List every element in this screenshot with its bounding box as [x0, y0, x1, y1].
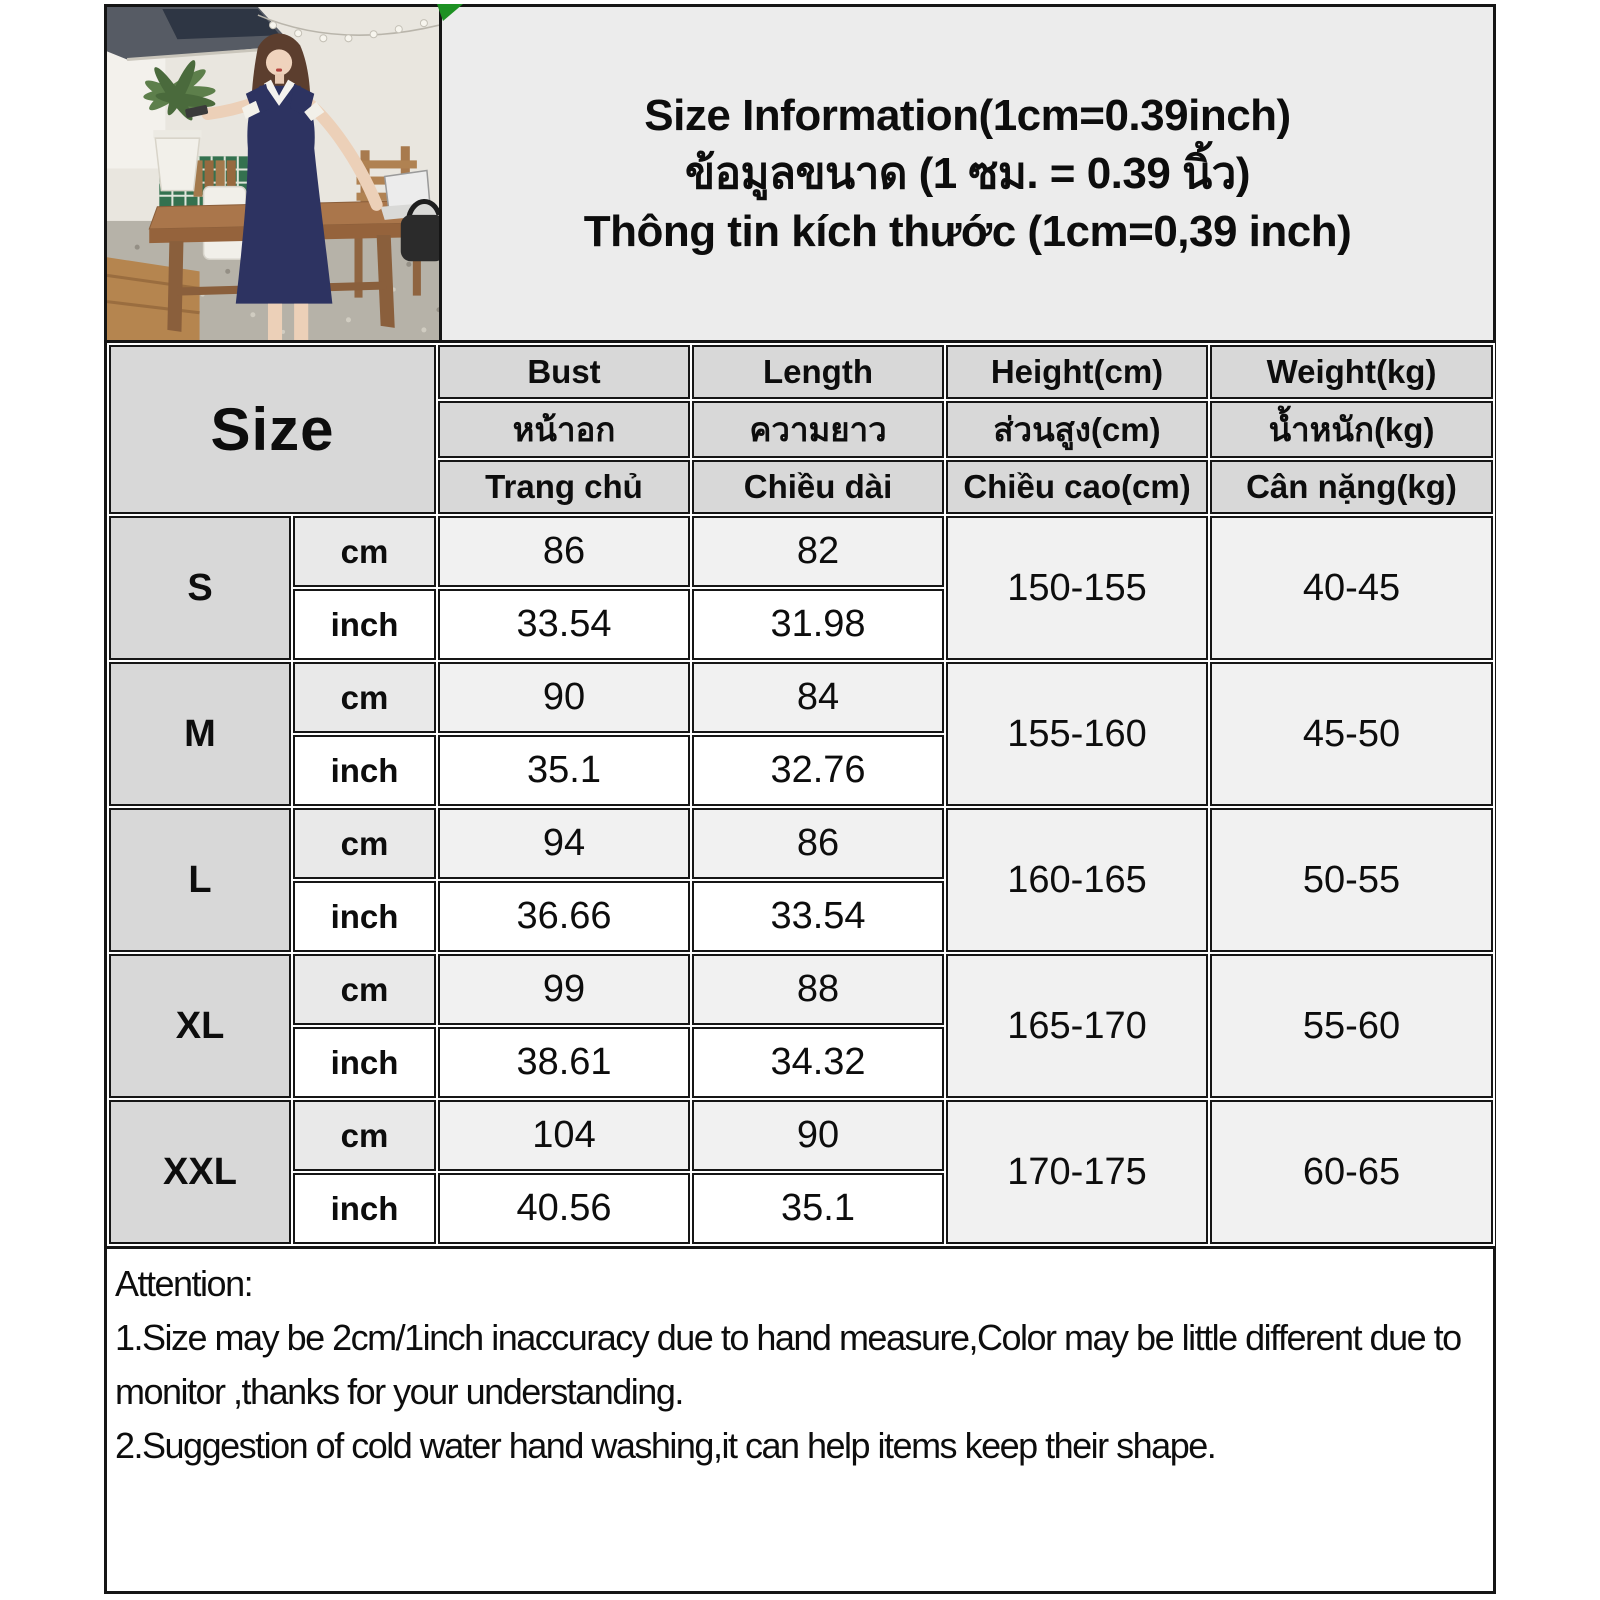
table-row: [109, 808, 1493, 879]
top-section: [107, 7, 1493, 343]
attention-section: [107, 1246, 1493, 1591]
unit-cm: cm: [293, 662, 436, 733]
unit-inch: inch: [293, 1173, 436, 1244]
length-inch-xxl: 35.1: [692, 1173, 944, 1244]
height-xl: 165-170: [946, 954, 1208, 1098]
col-bust-vi: Trang chủ: [438, 460, 690, 514]
col-weight-en: Weight(kg): [1210, 345, 1493, 399]
size-xxl: XXL: [109, 1100, 291, 1244]
unit-cm: cm: [293, 516, 436, 587]
col-length-vi: Chiều dài: [692, 460, 944, 514]
bust-inch-m: 35.1: [438, 735, 690, 806]
length-inch-s: 31.98: [692, 589, 944, 660]
product-photo: [107, 7, 442, 340]
col-bust-en: Bust: [438, 345, 690, 399]
length-cm-xxl: 90: [692, 1100, 944, 1171]
table-row: [109, 1100, 1493, 1171]
size-l: L: [109, 808, 291, 952]
length-cm-m: 84: [692, 662, 944, 733]
weight-xxl: 60-65: [1210, 1100, 1493, 1244]
bust-inch-s: 33.54: [438, 589, 690, 660]
length-inch-m: 32.76: [692, 735, 944, 806]
unit-inch: inch: [293, 735, 436, 806]
wooden-bench: [107, 257, 200, 340]
size-s: S: [109, 516, 291, 660]
bust-cm-xl: 99: [438, 954, 690, 1025]
unit-cm: cm: [293, 954, 436, 1025]
col-weight-th: น้ำหนัก(kg): [1210, 401, 1493, 458]
height-l: 160-165: [946, 808, 1208, 952]
content-frame: [104, 4, 1496, 1594]
height-xxl: 170-175: [946, 1100, 1208, 1244]
green-corner-marker-icon: [435, 4, 465, 22]
unit-cm: cm: [293, 1100, 436, 1171]
size-table: [107, 343, 1495, 1246]
table-row: [109, 516, 1493, 587]
bust-cm-m: 90: [438, 662, 690, 733]
title-block: [442, 7, 1493, 340]
length-cm-s: 82: [692, 516, 944, 587]
col-height-th: ส่วนสูง(cm): [946, 401, 1208, 458]
weight-l: 50-55: [1210, 808, 1493, 952]
bust-cm-xxl: 104: [438, 1100, 690, 1171]
table-row: [109, 662, 1493, 733]
bust-inch-xxl: 40.56: [438, 1173, 690, 1244]
title-vi: Thông tin kích thước (1cm=0,39 inch): [583, 206, 1352, 256]
length-inch-l: 33.54: [692, 881, 944, 952]
col-height-en: Height(cm): [946, 345, 1208, 399]
length-cm-l: 86: [692, 808, 944, 879]
unit-inch: inch: [293, 589, 436, 660]
unit-cm: cm: [293, 808, 436, 879]
length-cm-xl: 88: [692, 954, 944, 1025]
weight-s: 40-45: [1210, 516, 1493, 660]
col-bust-th: หน้าอก: [438, 401, 690, 458]
col-length-th: ความยาว: [692, 401, 944, 458]
height-s: 150-155: [946, 516, 1208, 660]
size-m: M: [109, 662, 291, 806]
unit-inch: inch: [293, 881, 436, 952]
size-header: Size: [109, 345, 436, 514]
weight-xl: 55-60: [1210, 954, 1493, 1098]
attention-note-2: 2.Suggestion of cold water hand washing,it can help items keep their shape.: [115, 1425, 1216, 1466]
attention-note-1: 1.Size may be 2cm/1inch inaccuracy due to hand measure,Color may be little different due to monitor ,thanks for your understanding.: [115, 1317, 1461, 1412]
bust-inch-l: 36.66: [438, 881, 690, 952]
table-row: [109, 954, 1493, 1025]
title-th: ข้อมูลขนาด (1 ซม. = 0.39 นิ้ว): [684, 148, 1250, 198]
weight-m: 45-50: [1210, 662, 1493, 806]
length-inch-xl: 34.32: [692, 1027, 944, 1098]
bust-cm-s: 86: [438, 516, 690, 587]
height-m: 155-160: [946, 662, 1208, 806]
col-weight-vi: Cân nặng(kg): [1210, 460, 1493, 514]
bust-cm-l: 94: [438, 808, 690, 879]
product-photo-illustration: [107, 7, 439, 340]
title-en: Size Information(1cm=0.39inch): [644, 90, 1291, 140]
col-length-en: Length: [692, 345, 944, 399]
size-xl: XL: [109, 954, 291, 1098]
unit-inch: inch: [293, 1027, 436, 1098]
header-row-en: [109, 345, 1493, 399]
attention-heading: Attention:: [115, 1263, 253, 1304]
col-height-vi: Chiều cao(cm): [946, 460, 1208, 514]
bust-inch-xl: 38.61: [438, 1027, 690, 1098]
